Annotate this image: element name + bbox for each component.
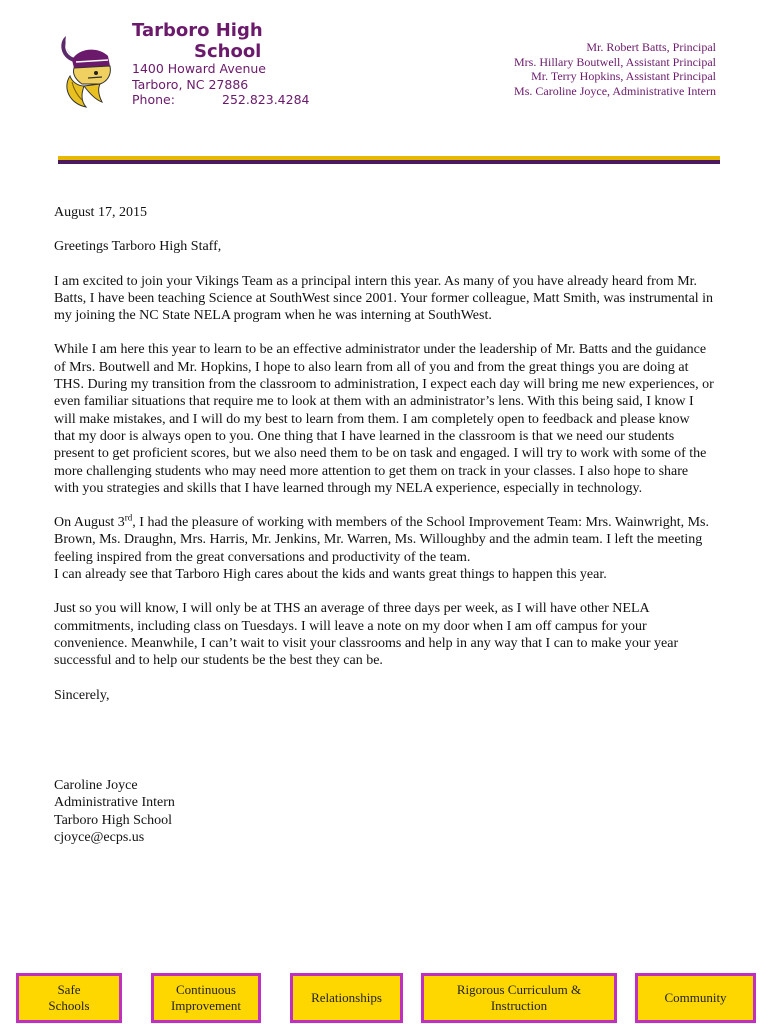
school-address xyxy=(132,61,322,109)
address-city: Tarboro, NC 27886 xyxy=(132,76,249,92)
school-name-line2: School xyxy=(194,41,262,62)
phone-number: 252.823.4284 xyxy=(222,92,310,107)
footer-label-line2: Improvement xyxy=(170,998,242,1013)
administrator-principal: Mr. Robert Batts, Principal xyxy=(586,40,716,54)
letter-paragraph-2: While I am here this year to learn to be an effective administrator under the leadership of Mr. Batts and the guidance of Mrs. Boutwell and Mr. Hopkins, I hope to also learn from all of you and from the great things you are doing at THS. During my transition from the classroom to administration, I expect each day will bring me new experiences, or even familiar situations that require me to look at them with an administrator’s lens. With this being said, I know I will make mistakes, and I will do my best to learn from them. I am completely open to feedback and please know that my door is always open to you. One thing that I have learned in the classroom is that we need our students present to get proficient scores, but we also need them to be on task and engaged. I will try to work with some of the more challenging students who may need more attention to get them on track in your classes. I also hope to share with you strategies and skills that I have learned through my NELA experience, especially in technology. xyxy=(54,342,714,496)
letter-closing: Sincerely, xyxy=(54,687,110,703)
footer-label-line1: Community xyxy=(664,990,727,1005)
administrator-assistant-2: Mr. Terry Hopkins, Assistant Principal xyxy=(531,69,716,83)
footer-relationships[interactable] xyxy=(290,973,403,1023)
viking-head-icon xyxy=(52,30,122,108)
paragraph-3-prefix: On August 3 xyxy=(54,515,125,531)
administrator-list xyxy=(514,40,716,98)
letter-body xyxy=(54,204,714,847)
school-name xyxy=(132,20,292,62)
signature-school: Tarboro High School xyxy=(54,812,173,828)
letter-paragraph-3 xyxy=(54,514,714,583)
footer-community[interactable] xyxy=(635,973,756,1023)
phone-label: Phone: xyxy=(132,92,175,107)
paragraph-3-superscript: rd xyxy=(124,512,133,523)
paragraph-3-line-2: I can already see that Tarboro High cares about the kids and wants great things to happen this year. xyxy=(54,567,607,583)
header-divider-purple xyxy=(58,160,720,164)
letter-greeting: Greetings Tarboro High Staff, xyxy=(54,239,222,255)
letter-paragraph-1: I am excited to join your Vikings Team as a principal intern this year. As many of you have already heard from Mr. Batts, I have been teaching Science at SouthWest since 2001. Your former colleague, Matt Smith, was instrumental in my joining the NC State NELA program when he was interning at SouthWest. xyxy=(54,273,714,324)
footer-continuous-improvement[interactable] xyxy=(151,973,261,1023)
footer-label-line1: Relationships xyxy=(311,990,382,1005)
address-street: 1400 Howard Avenue xyxy=(132,61,266,76)
signature-title: Administrative Intern xyxy=(54,795,175,811)
footer-label-line1: Safe xyxy=(57,982,81,997)
footer-label-line1: Continuous xyxy=(176,982,236,997)
administrator-intern: Ms. Caroline Joyce, Administrative Intern xyxy=(514,83,716,98)
footer-label-line2: Schools xyxy=(48,998,90,1013)
school-name-line1: Tarboro High xyxy=(132,20,263,41)
signature-email: cjoyce@ecps.us xyxy=(54,830,145,846)
footer-label-line1: Rigorous Curriculum & xyxy=(456,982,582,997)
footer-safe-schools[interactable] xyxy=(16,973,122,1023)
letter-paragraph-4: Just so you will know, I will only be at THS an average of three days per week, as I will have other NELA commitments, including class on Tuesdays. I will leave a note on my door when I am off campus for your convenience. Meanwhile, I can’t wait to visit your classrooms and help in any way that I can to make your year successful and to help our students be the best they can be. xyxy=(54,601,679,669)
footer-rigorous-curriculum[interactable] xyxy=(421,973,617,1023)
signature-space xyxy=(54,721,714,777)
address-phone xyxy=(132,92,322,108)
administrator-assistant-1: Mrs. Hillary Boutwell, Assistant Principal xyxy=(514,54,716,69)
paragraph-3-rest: , I had the pleasure of working with members of the School Improvement Team: Mrs. Wainwright, Ms. Brown, Ms. Draughn, Mrs. Harris, Mr. Jenkins, Mr. Warren, Ms. Willoughby and the admin team. I left the meeting feeling inspired from the great conversations and productivity of the team. xyxy=(54,515,710,565)
signature-name: Caroline Joyce xyxy=(54,777,138,793)
signature-block xyxy=(54,777,714,847)
footer-label-line2: Instruction xyxy=(490,998,548,1013)
letter-date: August 17, 2015 xyxy=(54,205,147,220)
